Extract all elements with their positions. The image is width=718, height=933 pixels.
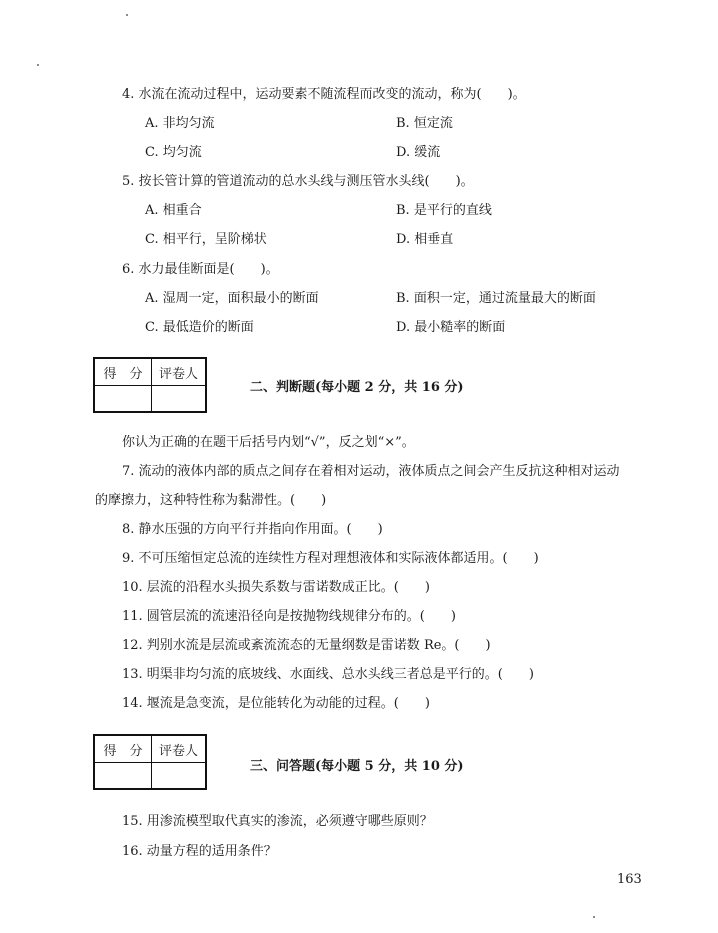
question-6-option-b: B. 面积一定，通过流量最大的断面 xyxy=(396,291,596,306)
section-2-instruction: 你认为正确的在题干后括号内划“√”，反之划“×”。 xyxy=(122,435,415,450)
score-box-section-2 xyxy=(93,357,207,413)
question-9: 9. 不可压缩恒定总流的连续性方程对理想液体和实际液体都适用。( ) xyxy=(122,551,539,566)
scan-speck xyxy=(126,14,128,16)
question-5-option-b: B. 是平行的直线 xyxy=(396,203,492,218)
question-4-option-d: D. 缓流 xyxy=(396,145,441,160)
question-4-option-c: C. 均匀流 xyxy=(145,145,202,160)
score-box-section-3 xyxy=(93,734,207,790)
question-5-option-c: C. 相平行，呈阶梯状 xyxy=(145,232,267,247)
scan-speck xyxy=(593,916,595,918)
page-number: 163 xyxy=(617,872,642,887)
question-7-line-1: 7. 流动的液体内部的质点之间存在着相对运动，液体质点之间会产生反抗这种相对运动 xyxy=(122,464,620,479)
section-2-title: 二、判断题(每小题 2 分，共 16 分) xyxy=(250,380,464,395)
question-6-option-c: C. 最低造价的断面 xyxy=(145,320,254,335)
score-label: 得 分 xyxy=(103,743,143,759)
question-10: 10. 层流的沿程水头损失系数与雷诺数成正比。( ) xyxy=(122,580,430,595)
question-13: 13. 明渠非均匀流的底坡线、水面线、总水头线三者总是平行的。( ) xyxy=(122,667,534,682)
section-3-title: 三、问答题(每小题 5 分，共 10 分) xyxy=(250,759,464,774)
question-15: 15. 用渗流模型取代真实的渗流，必须遵守哪些原则？ xyxy=(122,814,433,829)
question-5-option-a: A. 相重合 xyxy=(145,203,202,218)
question-7-line-2: 的摩擦力，这种特性称为黏滞性。( ) xyxy=(95,493,327,508)
scan-speck xyxy=(37,64,39,66)
question-6-option-a: A. 湿周一定，面积最小的断面 xyxy=(145,291,319,306)
question-4-option-a: A. 非均匀流 xyxy=(145,116,215,131)
question-5-option-d: D. 相垂直 xyxy=(396,232,454,247)
question-14: 14. 堰流是急变流，是位能转化为动能的过程。( ) xyxy=(122,696,430,711)
score-label: 得 分 xyxy=(103,366,143,382)
question-12: 12. 判别水流是层流或紊流流态的无量纲数是雷诺数 Re。( ) xyxy=(122,638,491,653)
grader-label: 评卷人 xyxy=(158,743,198,759)
question-6-option-d: D. 最小糙率的断面 xyxy=(396,320,506,335)
question-8: 8. 静水压强的方向平行并指向作用面。( ) xyxy=(122,522,383,537)
question-4-option-b: B. 恒定流 xyxy=(396,116,453,131)
question-16: 16. 动量方程的适用条件？ xyxy=(122,844,277,859)
question-6-stem: 6. 水力最佳断面是( )。 xyxy=(122,262,279,277)
question-5-stem: 5. 按长管计算的管道流动的总水头线与测压管水头线( )。 xyxy=(122,174,474,189)
question-4-stem: 4. 水流在流动过程中，运动要素不随流程而改变的流动，称为( )。 xyxy=(122,87,526,102)
question-11: 11. 圆管层流的流速沿径向是按抛物线规律分布的。( ) xyxy=(122,609,456,624)
grader-label: 评卷人 xyxy=(158,366,198,382)
